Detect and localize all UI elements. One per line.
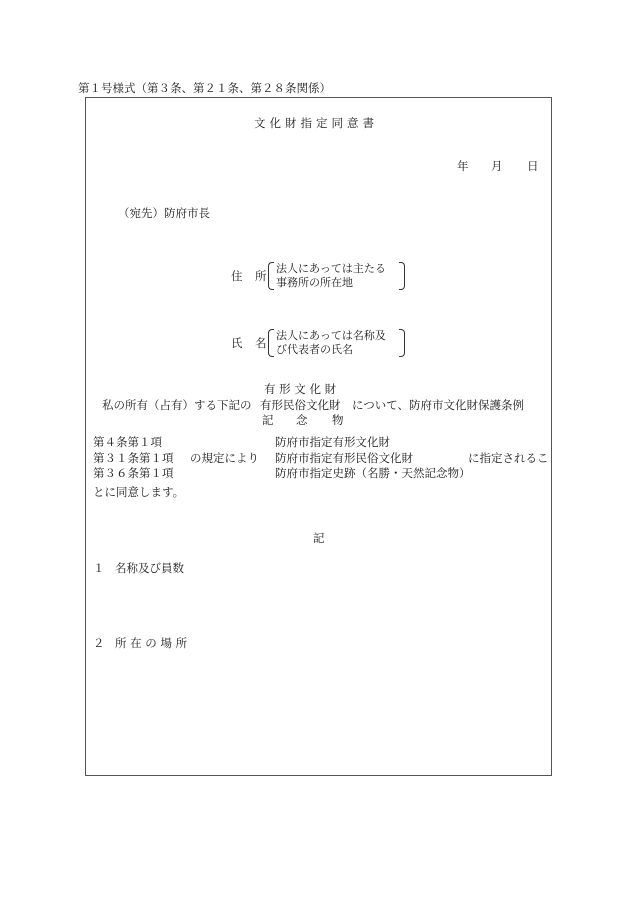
designation-2: 防府市指定有形民俗文化財 xyxy=(275,451,413,465)
type-folk: 有形民俗文化財 xyxy=(260,398,341,412)
address-note-line1: 法人にあっては主たる xyxy=(276,262,386,275)
item1-label: 名称及び員数 xyxy=(115,561,184,575)
name-note-line1: 法人にあっては名称及 xyxy=(276,329,386,342)
name-label-2: 名 xyxy=(255,336,267,350)
document-title: 文化財指定同意書 xyxy=(254,116,378,130)
designated-suffix: に指定されるこ xyxy=(468,451,549,465)
name-bracket-left xyxy=(268,329,274,357)
date-month: 月 xyxy=(491,159,503,173)
type-tangible: 有 形 文 化 財 xyxy=(264,382,337,396)
consent-prefix: 私の所有（占有）する下記の xyxy=(102,398,252,412)
article-3: 第３６条第１項 xyxy=(93,466,174,480)
designation-3: 防府市指定史跡（名勝・天然記念物） xyxy=(275,466,471,480)
type-monument-2: 念 xyxy=(296,413,308,427)
consent-continuation: とに同意します。 xyxy=(93,485,185,499)
consent-suffix: について、防府市文化財保護条例 xyxy=(352,398,525,412)
type-monument-1: 記 xyxy=(262,413,274,427)
name-label-1: 氏 xyxy=(231,336,243,350)
address-label-1: 住 xyxy=(231,269,243,283)
article-1: 第４条第１項 xyxy=(93,435,162,449)
article-2: 第３１条第１項 xyxy=(93,451,174,465)
address-bracket-left xyxy=(268,262,274,290)
name-bracket-right xyxy=(399,329,405,357)
date-year: 年 xyxy=(457,159,469,173)
item2-label: 所 在 の 場 所 xyxy=(115,636,188,650)
addressee: （宛先）防府市長 xyxy=(118,206,210,220)
name-note-line2: び代表者の氏名 xyxy=(276,343,353,356)
address-note-line2: 事務所の所在地 xyxy=(276,276,353,289)
designation-1: 防府市指定有形文化財 xyxy=(275,435,390,449)
by-provision: の規定により xyxy=(190,451,259,465)
item1-number: １ xyxy=(93,561,105,575)
type-monument-3: 物 xyxy=(332,413,344,427)
form-number: 第１号様式（第３条、第２１条、第２８条関係） xyxy=(78,81,331,95)
date-day: 日 xyxy=(527,159,539,173)
address-label-2: 所 xyxy=(255,269,267,283)
item2-number: ２ xyxy=(93,636,105,650)
note-heading: 記 xyxy=(313,531,325,545)
address-bracket-right xyxy=(399,262,405,290)
